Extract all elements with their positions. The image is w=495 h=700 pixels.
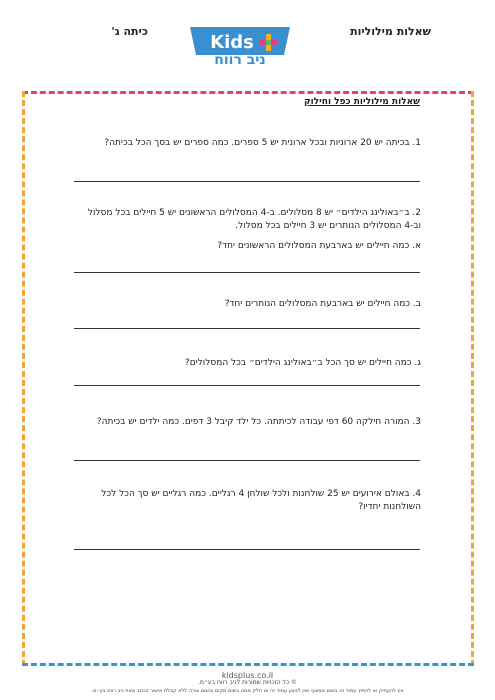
logo-subtitle: ניב רווח [214,52,266,68]
worksheet-title: שאלות מילוליות כפל וחילוק [303,97,420,107]
question-1: 1. בכיתה יש 20 ארוניות ובכל ארונית יש 5 ספרים. כמה ספרים יש בסך הכל בכיתה? [104,138,421,148]
answer-line-1 [74,181,420,182]
answer-line-2a [74,272,420,273]
grade-label: כיתה ג' [111,25,148,38]
question-2c: ג. כמה חיילים יש סך הכל ב״באולינג הילדים״ בכל המסלולים? [184,358,421,368]
question-2a: א. כמה חיילים יש בארבעת המסלולים הראשונים יחד? [217,241,421,251]
answer-line-2c [74,385,420,386]
question-2: 2. ב״באולינג הילדים״ יש 8 מסלולים. ב-4 המסלולים הראשונים יש 5 חיילים בכל מסלול וב-4 המסלולים הנותרים יש 3 חיילים בכל מסלול. [87,208,421,231]
border-top [22,91,474,94]
footer-copyright: © כל הזכויות שמורות לניב רווח בע״מ. [198,679,297,686]
border-bottom [22,663,474,666]
logo-text: Kids [210,32,254,53]
answer-line-3 [74,460,420,461]
border-right [471,91,474,666]
question-3: 3. המורה חילקה 60 דפי עבודה לכיתתה. כל ילד קיבל 3 דפים. כמה ילדים יש בכיתה? [96,417,421,427]
footer-legal: אין להעתיק או להפיץ עמוד זה בשום אמצעי ואין לבצע עמוד זה או חלק ממנו בשום מקום ובשום צורה ללא קבלת אישור בכתב מאת ניב רווח בע״מ. [91,688,404,694]
answer-line-4 [74,549,420,550]
answer-line-2b [74,328,420,329]
footer-url: kidsplus.co.il [221,671,274,680]
question-4: 4. באולם אירועים יש 25 שולחנות ולכל שולחן 4 רגליים. כמה רגליים יש סך הכל לכל השולחנות יחדיו? [101,489,421,512]
header-title: שאלות מילוליות [350,25,431,38]
border-left [22,91,25,666]
question-2b: ב. כמה חיילים יש בארבעת המסלולים הנותרים יחד? [224,299,421,309]
